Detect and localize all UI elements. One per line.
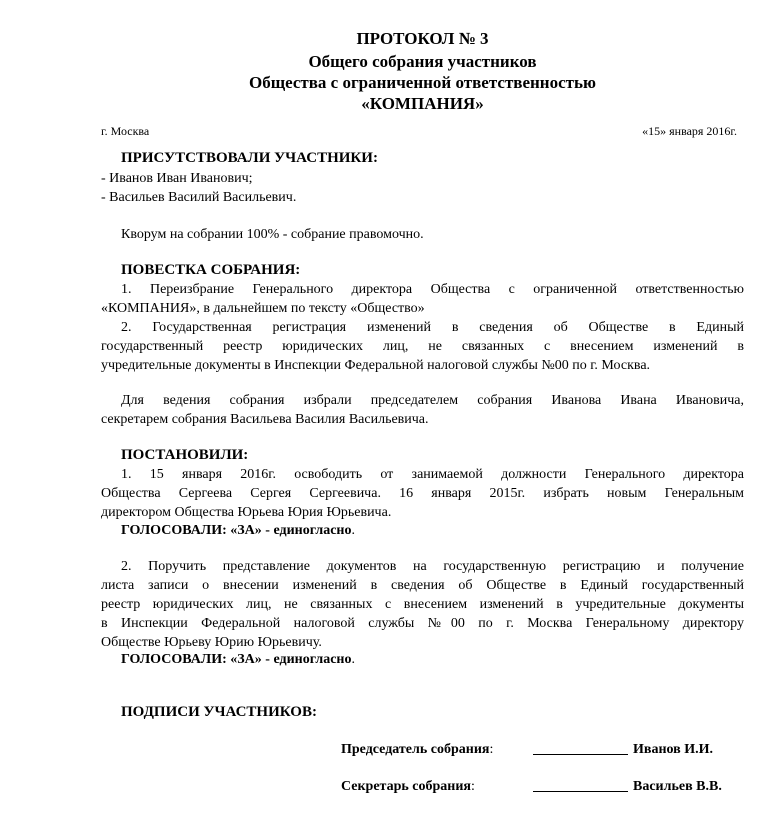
secretary-signature-name: Васильев В.В.	[633, 779, 722, 794]
resolution-2: 2. Поручить представление документов на государственную регистрацию и получение	[121, 559, 744, 574]
protocol-company-name: «КОМПАНИЯ»	[361, 94, 484, 113]
chair-signature-line	[533, 754, 628, 755]
agenda-item-2-cont: государственный реестр юридических лиц, не связанных с внесением изменений в	[101, 339, 744, 354]
resolved-heading: ПОСТАНОВИЛИ:	[121, 447, 249, 463]
vote-result-1-period: .	[351, 523, 355, 538]
quorum-text: Кворум на собрании 100% - собрание правомочно.	[121, 227, 424, 242]
resolution-1-cont: директором Общества Юрьева Юрия Юрьевича.	[101, 505, 392, 520]
present-member: - Васильев Василий Васильевич.	[101, 190, 297, 205]
secretary-signature-line	[533, 791, 628, 792]
vote-result-1-text: ГОЛОСОВАЛИ: «ЗА» - единогласно	[121, 523, 352, 538]
resolution-2-cont: в Инспекции Федеральной налоговой службы №00 по г. Москва Генеральному директору	[101, 616, 744, 631]
secretary-signature-label-text: Секретарь собрания	[341, 779, 472, 794]
protocol-subtitle-meeting: Общего собрания участников	[308, 52, 537, 71]
agenda-item-1: 1. Переизбрание Генерального директора Общества с ограниченной ответственностью	[121, 282, 744, 297]
vote-result-1	[121, 521, 355, 540]
chair-signature-colon: :	[489, 742, 494, 757]
signatures-heading: ПОДПИСИ УЧАСТНИКОВ:	[121, 704, 317, 720]
resolution-1-cont: Общества Сергеева Сергея Сергеевича. 16 января 2015г. избрать новым Генеральным	[101, 486, 744, 501]
chair-election-text: Для ведения собрания избрали председателем собрания Иванова Ивана Ивановича,	[121, 393, 744, 408]
meeting-city: г. Москва	[101, 124, 150, 138]
chair-election-text-cont: секретарем собрания Васильева Василия Васильевича.	[101, 412, 429, 427]
protocol-subtitle-company-type: Общества с ограниченной ответственностью	[249, 73, 596, 92]
agenda-item-1-cont: «КОМПАНИЯ», в дальнейшем по тексту «Общество»	[101, 301, 425, 316]
resolution-1: 1. 15 января 2016г. освободить от занимаемой должности Генерального директора	[121, 467, 744, 482]
chair-signature-label	[341, 740, 493, 759]
agenda-item-2-cont: учредительные документы в Инспекции Федеральной налоговой службы №00 по г. Москва.	[101, 358, 651, 373]
secretary-signature-label	[341, 777, 475, 796]
vote-result-2-text: ГОЛОСОВАЛИ: «ЗА» - единогласно	[121, 652, 352, 667]
present-heading: ПРИСУТСТВОВАЛИ УЧАСТНИКИ:	[121, 150, 378, 166]
resolution-2-cont: реестр юридических лиц, не связанных с внесением изменений в учредительные документы	[101, 597, 744, 612]
agenda-item-2: 2. Государственная регистрация изменений в сведения об Обществе в Единый	[121, 320, 744, 335]
protocol-title: ПРОТОКОЛ № 3	[356, 29, 489, 48]
vote-result-2-period: .	[351, 652, 355, 667]
resolution-2-cont: Обществе Юрьеву Юрию Юрьевичу.	[101, 635, 322, 650]
secretary-signature-colon: :	[471, 779, 475, 794]
chair-signature-name: Иванов И.И.	[633, 742, 714, 757]
resolution-2-cont: листа записи о внесении изменений в сведения об Обществе в Единый государственный	[101, 578, 744, 593]
vote-result-2	[121, 650, 355, 669]
present-member: - Иванов Иван Иванович;	[101, 171, 253, 186]
chair-signature-label-text: Председатель собрания	[341, 742, 490, 757]
meeting-date: «15» января 2016г.	[642, 124, 737, 138]
agenda-heading: ПОВЕСТКА СОБРАНИЯ:	[121, 262, 301, 278]
